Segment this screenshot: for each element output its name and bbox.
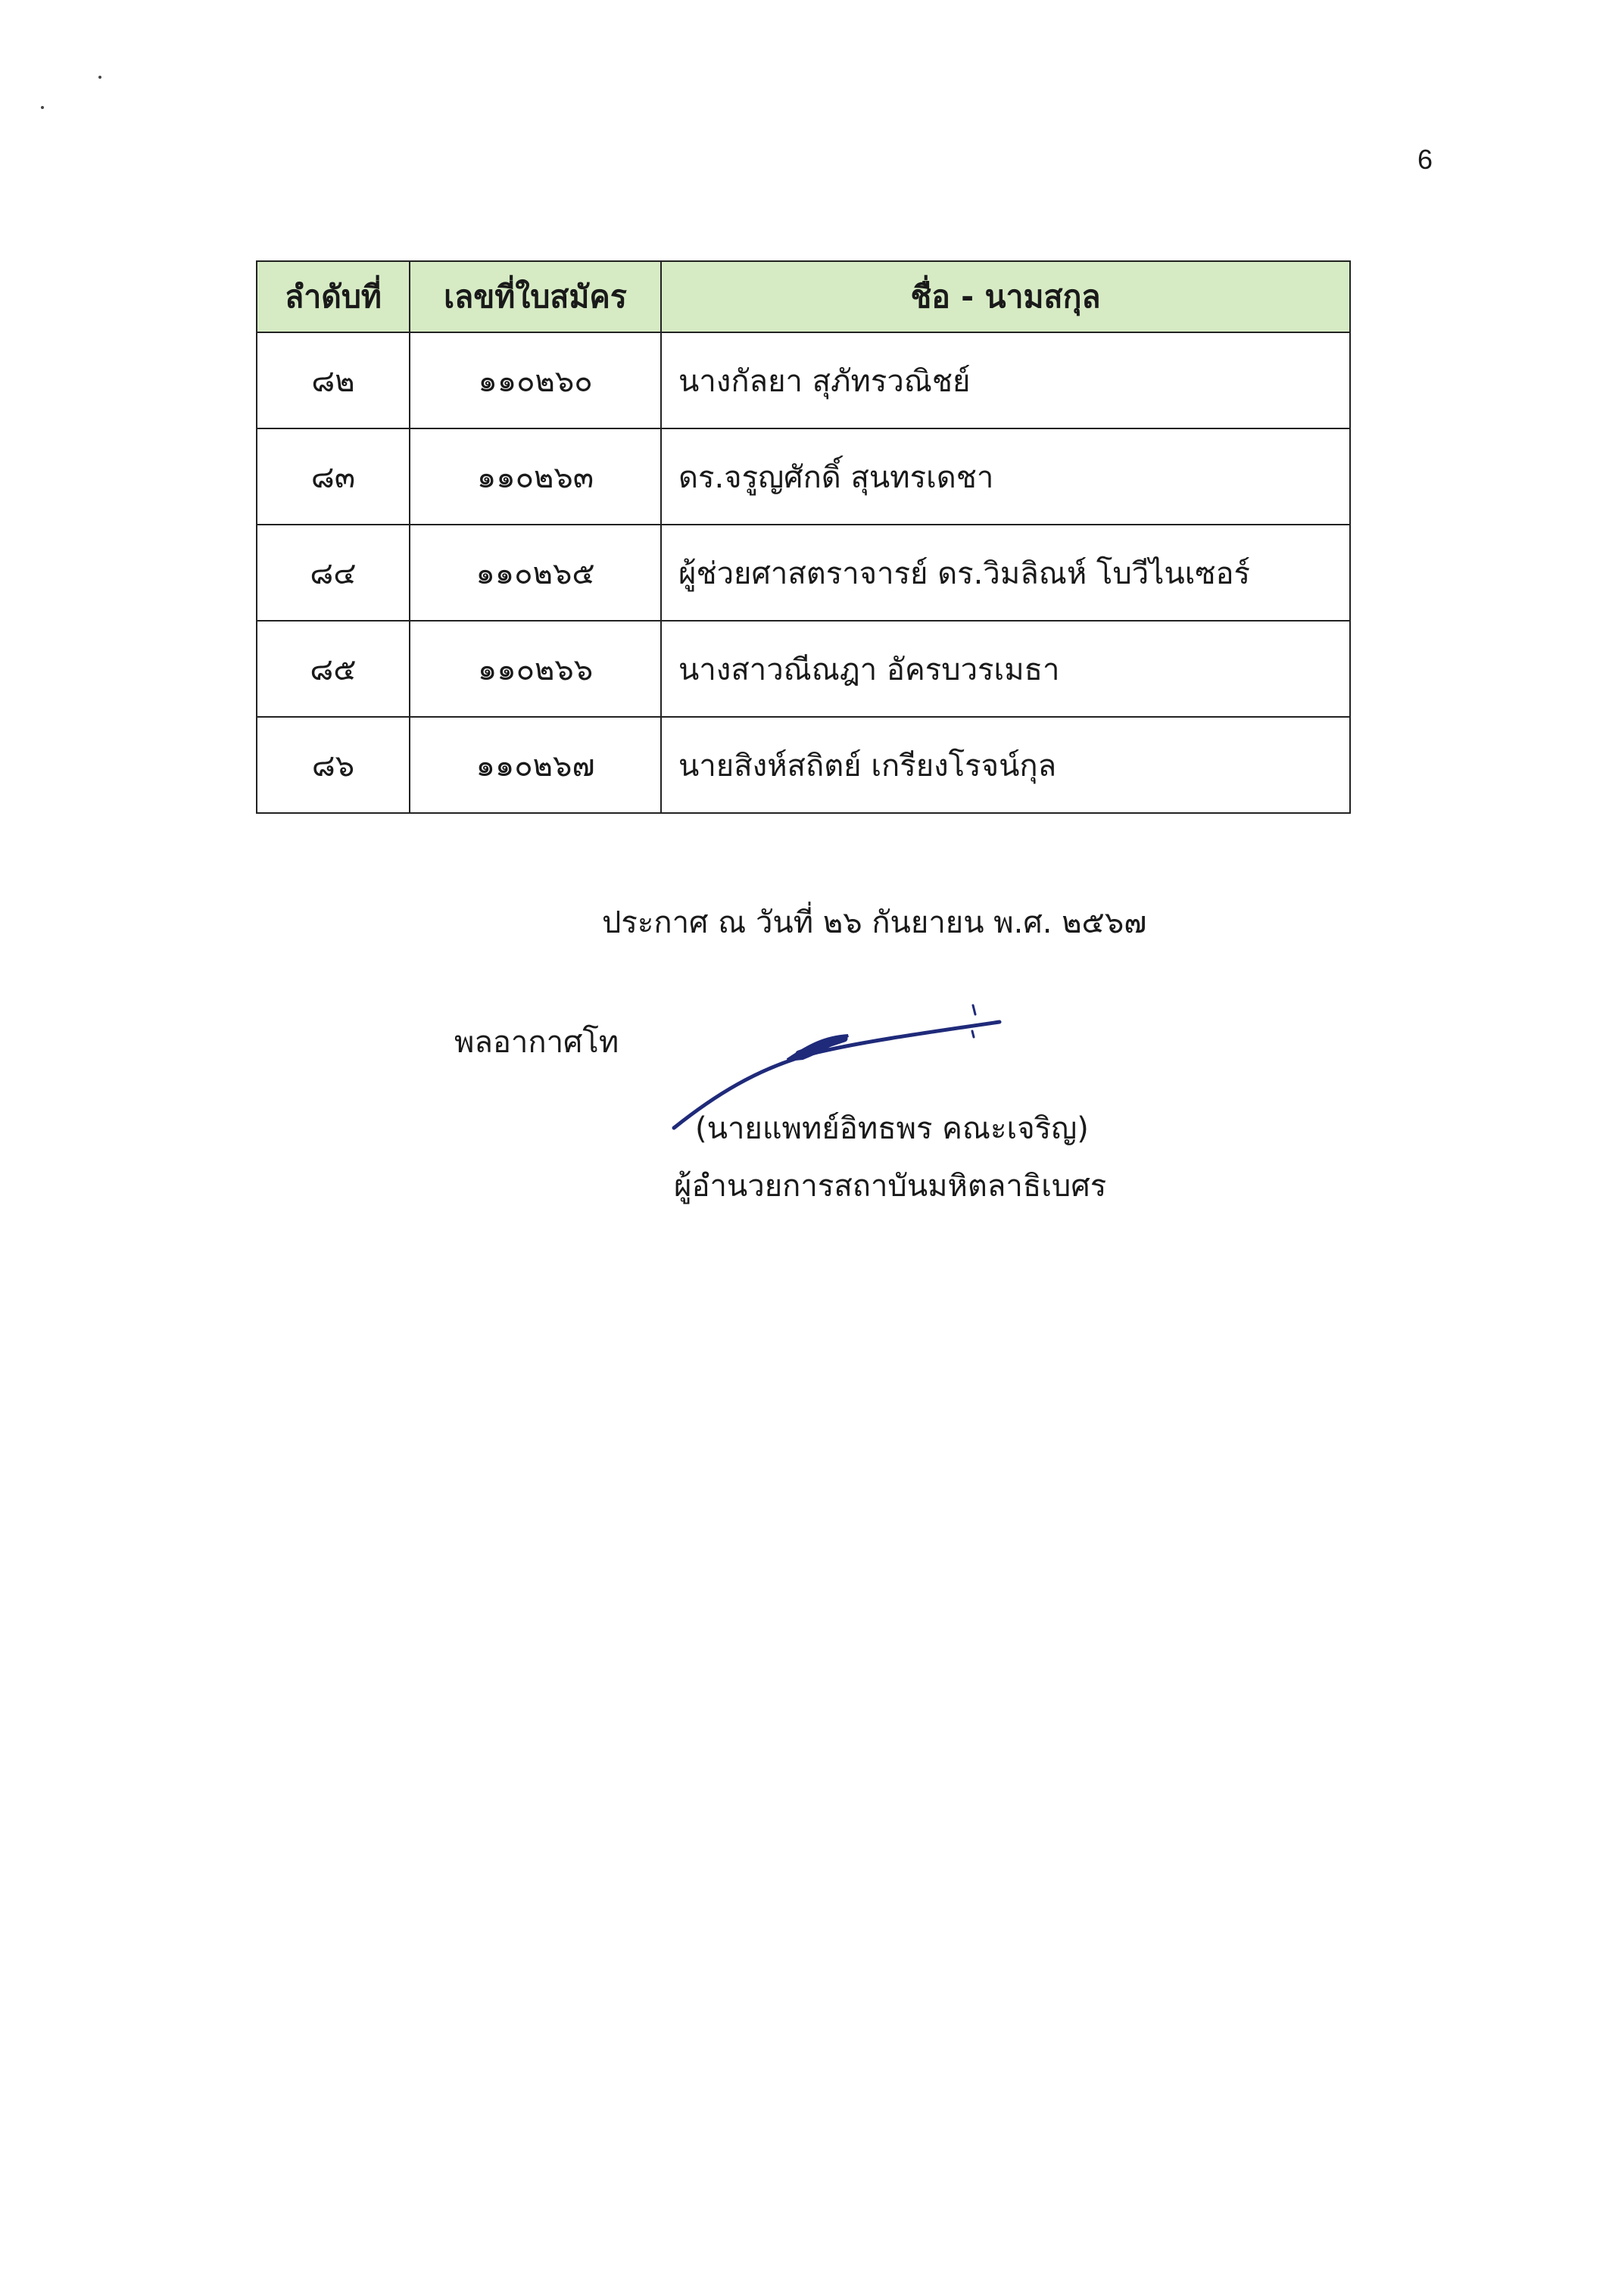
- cell-application-no: ๑๑๐๒๖๕: [410, 525, 661, 621]
- cell-seq: ๘๕: [257, 621, 410, 717]
- header-full-name: ชื่อ - นามสกุล: [661, 261, 1350, 332]
- cell-seq: ๘๒: [257, 332, 410, 428]
- cell-full-name: นางกัลยา สุภัทรวณิชย์: [661, 332, 1350, 428]
- cell-full-name: นายสิงห์สถิตย์ เกรียงโรจน์กุล: [661, 717, 1350, 813]
- scan-speck: [41, 106, 44, 109]
- cell-application-no: ๑๑๐๒๖๐: [410, 332, 661, 428]
- cell-seq: ๘๔: [257, 525, 410, 621]
- cell-application-no: ๑๑๐๒๖๓: [410, 428, 661, 525]
- table-row: [257, 332, 1350, 428]
- table-header-row: [257, 261, 1350, 332]
- applicant-table: [256, 260, 1351, 814]
- cell-seq: ๘๖: [257, 717, 410, 813]
- page-number: 6: [1417, 144, 1433, 175]
- cell-full-name: ผู้ช่วยศาสตราจารย์ ดร.วิมลิณห์ โบวีไนเซอร์: [661, 525, 1350, 621]
- announcement-date: ประกาศ ณ วันที่ ๒๖ กันยายน พ.ศ. ๒๕๖๗: [602, 905, 1147, 940]
- header-application-no: เลขที่ใบสมัคร: [410, 261, 661, 332]
- scan-speck: [98, 76, 101, 79]
- cell-full-name: นางสาวณีณฎา อัครบวรเมธา: [661, 621, 1350, 717]
- signatory-name: (นายแพทย์อิทธพร คณะเจริญ): [695, 1111, 1089, 1146]
- table-row: [257, 717, 1350, 813]
- cell-application-no: ๑๑๐๒๖๗: [410, 717, 661, 813]
- signatory-rank: พลอากาศโท: [454, 1025, 619, 1060]
- cell-seq: ๘๓: [257, 428, 410, 525]
- table-row: [257, 428, 1350, 525]
- cell-application-no: ๑๑๐๒๖๖: [410, 621, 661, 717]
- table-row: [257, 525, 1350, 621]
- table-row: [257, 621, 1350, 717]
- header-seq: ลำดับที่: [257, 261, 410, 332]
- signatory-position: ผู้อำนวยการสถาบันมหิตลาธิเบศร: [674, 1169, 1107, 1204]
- cell-full-name: ดร.จรูญศักดิ์ สุนทรเดชา: [661, 428, 1350, 525]
